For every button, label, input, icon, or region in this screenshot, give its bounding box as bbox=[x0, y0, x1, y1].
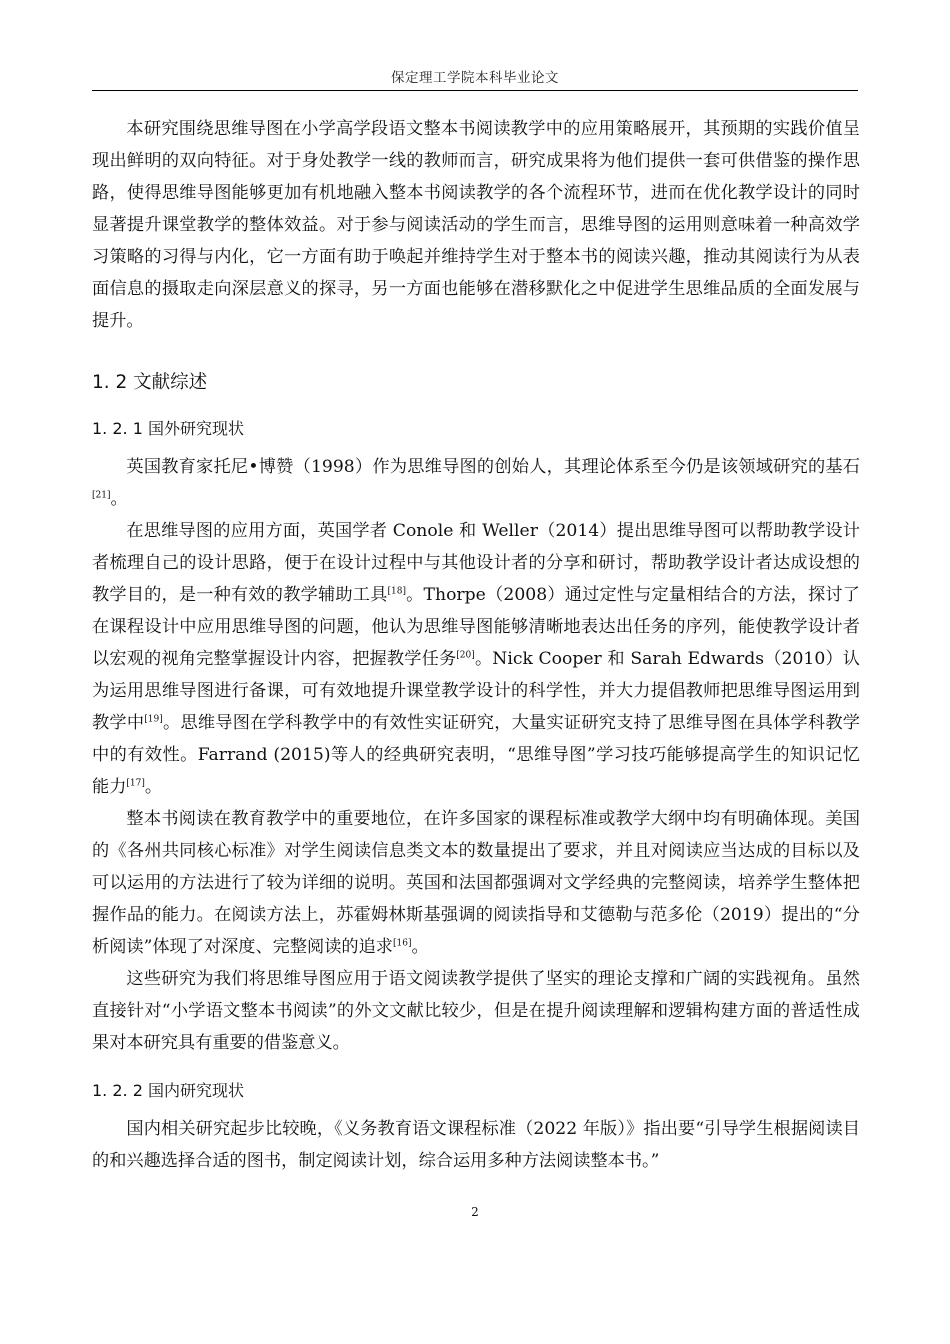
paragraph-text: 整本书阅读在教育教学中的重要地位，在许多国家的课程标准或教学大纲中均有明确体现。美国的《各州共同核心标准》对学生阅读信息类文本的数量提出了要求，并且对阅读应当达成的目标以及可以运用的方法进行了较为详细的说明。英国和法国都强调对文学经典的完整阅读，培养学生整体把握作品的能力。在阅读方法上，苏霍姆林斯基强调的阅读指导和艾德勒与范多伦（2019）提出的“分析阅读”体现了对深度、完整阅读的追求 bbox=[92, 809, 860, 957]
intro-paragraph: 本研究围绕思维导图在小学高学段语文整本书阅读教学中的应用策略展开，其预期的实践价值呈现出鲜明的双向特征。对于身处教学一线的教师而言，研究成果将为他们提供一套可供借鉴的操作思路，使得思维导图能够更加有机地融入整本书阅读教学的各个流程环节，进而在优化教学设计的同时显著提升课堂教学的整体效益。对于参与阅读活动的学生而言，思维导图的运用则意味着一种高效学习策略的习得与内化，它一方面有助于唤起并维持学生对于整本书的阅读兴趣，推动其阅读行为从表面信息的摄取走向深层意义的探寻，另一方面也能够在潜移默化之中促进学生思维品质的全面发展与提升。 bbox=[92, 119, 860, 331]
paragraph-text: 在思维导图的应用方面，英国学者 Conole 和 Weller（2014）提出思维导图可以帮助教学设计者梳理自己的设计思路，便于在设计过程中与其他设计者的分享和研讨，帮助教学设计者达成设想的教学目的，是一种有效的教学辅助工具 bbox=[92, 521, 860, 605]
paragraph-domestic: 国内相关研究起步比较晚，《义务教育语文课程标准（2022 年版）》指出要“引导学生根据阅读目的和兴趣选择合适的图书，制定阅读计划，综合运用多种方法阅读整本书。” bbox=[92, 1119, 860, 1171]
citation-ref: [18] bbox=[387, 586, 406, 597]
page-body bbox=[92, 113, 860, 1177]
paragraph-text: 英国教育家托尼•博赞（1998）作为思维导图的创始人，其理论体系至今仍是该领域研究的基石 bbox=[126, 457, 860, 477]
section-heading-1-2: 1. 2 文献综述 bbox=[92, 372, 208, 393]
citation-ref: [16] bbox=[392, 938, 412, 949]
paragraph-summary: 这些研究为我们将思维导图应用于语文阅读教学提供了坚实的理论支撑和广阔的实践视角。虽然直接针对“小学语文整本书阅读”的外文文献比较少，但是在提升阅读理解和逻辑构建方面的普适性成果对本研究具有重要的借鉴意义。 bbox=[92, 969, 860, 1053]
paragraph-text: 。 bbox=[411, 937, 429, 957]
paragraph-text: 。思维导图在学科教学中的有效性实证研究，大量实证研究支持了思维导图在具体学科教学中的有效性。Farrand (2015)等人的经典研究表明，“思维导图”学习技巧能够提高学生的知识记忆能力 bbox=[92, 713, 860, 797]
paragraph-text: 。 bbox=[110, 489, 128, 509]
page-number: 2 bbox=[471, 1205, 479, 1219]
header-rule bbox=[92, 90, 858, 91]
citation-ref: [17] bbox=[126, 778, 145, 789]
paragraph-text: 。Thorpe（2008）通过定性与定量相结合的方法，探讨了在课程设计中应用思维导图的问题，他认为思维导图能够清晰地表达出任务的序列，能使教学设计者以宏观的视角完整掌握设计内容，把握教学任务 bbox=[92, 585, 860, 669]
subsection-heading-1-2-1: 1. 2. 1 国外研究现状 bbox=[92, 419, 244, 438]
paragraph-application bbox=[92, 515, 860, 803]
paragraph-whole-book bbox=[92, 803, 860, 963]
citation-ref: [21] bbox=[92, 490, 111, 501]
paragraph-buzan bbox=[92, 451, 860, 515]
citation-ref: [19] bbox=[144, 714, 163, 725]
citation-ref: [20] bbox=[456, 650, 475, 661]
paragraph-text: 。Nick Cooper 和 Sarah Edwards（2010）认为运用思维导图进行备课，可有效地提升课堂教学设计的科学性，并大力提倡教师把思维导图运用到教学中 bbox=[92, 649, 860, 733]
subsection-heading-1-2-2: 1. 2. 2 国内研究现状 bbox=[92, 1081, 244, 1100]
running-header: 保定理工学院本科毕业论文 bbox=[391, 70, 559, 86]
paragraph-text: 。 bbox=[144, 777, 163, 797]
